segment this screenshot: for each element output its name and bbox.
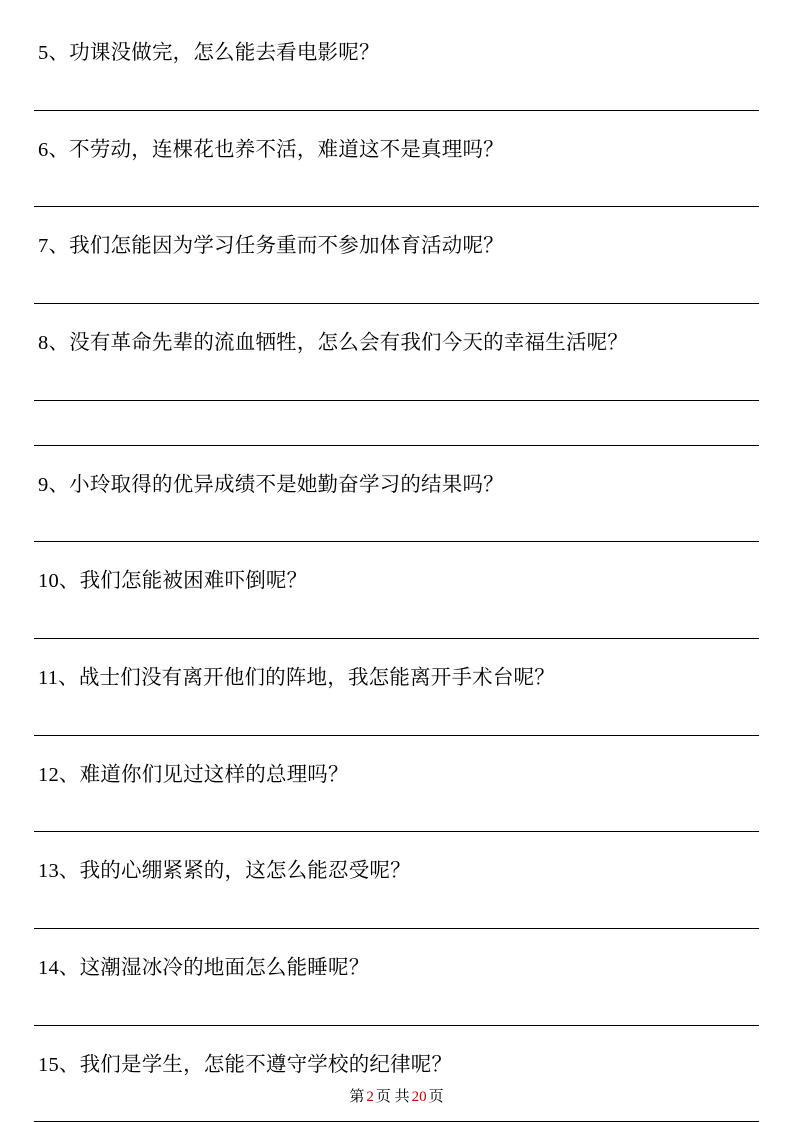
exercise-item xyxy=(34,762,759,859)
question-text: 9、小玲取得的优异成绩不是她勤奋学习的结果吗？ xyxy=(38,473,504,496)
exercise-item xyxy=(34,665,759,762)
spacer xyxy=(34,499,759,541)
footer-current-page: 2 xyxy=(366,1089,374,1105)
spacer xyxy=(34,596,759,638)
question-text: 11、战士们没有离开他们的阵地，我怎能离开手术台呢？ xyxy=(38,667,555,690)
exercise-item xyxy=(34,137,759,234)
exercise-item xyxy=(34,40,759,137)
footer-middle: 页 共 xyxy=(375,1089,410,1105)
spacer xyxy=(34,261,759,303)
spacer xyxy=(34,111,759,137)
exercise-item xyxy=(34,955,759,1052)
spacer xyxy=(34,789,759,831)
spacer xyxy=(34,886,759,928)
question-text: 8、没有革命先辈的流血牺牲，怎么会有我们今天的幸福生活呢？ xyxy=(38,332,629,355)
spacer xyxy=(34,164,759,206)
footer-prefix: 第 xyxy=(349,1089,365,1105)
spacer xyxy=(34,639,759,665)
spacer xyxy=(34,736,759,762)
question-text: 15、我们是学生，怎能不遵守学校的纪律呢？ xyxy=(38,1053,453,1076)
exercise-item xyxy=(34,858,759,955)
spacer xyxy=(34,542,759,568)
spacer xyxy=(34,983,759,1025)
page-footer xyxy=(0,1085,793,1106)
spacer xyxy=(34,401,759,445)
exercise-item xyxy=(34,233,759,330)
question-text: 13、我的心绷紧紧的，这怎么能忍受呢？ xyxy=(38,860,411,883)
spacer xyxy=(34,929,759,955)
exercise-item xyxy=(34,330,759,472)
spacer xyxy=(34,446,759,472)
spacer xyxy=(34,358,759,400)
exercise-item xyxy=(34,472,759,569)
spacer xyxy=(34,1026,759,1052)
question-text: 10、我们怎能被困难吓倒呢？ xyxy=(38,570,308,593)
question-text: 5、功课没做完，怎么能去看电影呢？ xyxy=(38,42,380,64)
spacer xyxy=(34,832,759,858)
spacer xyxy=(34,304,759,330)
footer-total-pages: 20 xyxy=(411,1089,427,1105)
spacer xyxy=(34,207,759,233)
question-text: 6、不劳动，连棵花也养不活，难道这不是真理吗？ xyxy=(38,138,504,161)
question-text: 12、难道你们见过这样的总理吗？ xyxy=(38,763,349,786)
question-text: 7、我们怎能因为学习任务重而不参加体育活动呢？ xyxy=(38,235,504,258)
spacer xyxy=(34,68,759,110)
exercise-item xyxy=(34,568,759,665)
question-text: 14、这潮湿冰冷的地面怎么能睡呢？ xyxy=(38,957,370,980)
spacer xyxy=(34,693,759,735)
footer-suffix: 页 xyxy=(428,1089,444,1105)
